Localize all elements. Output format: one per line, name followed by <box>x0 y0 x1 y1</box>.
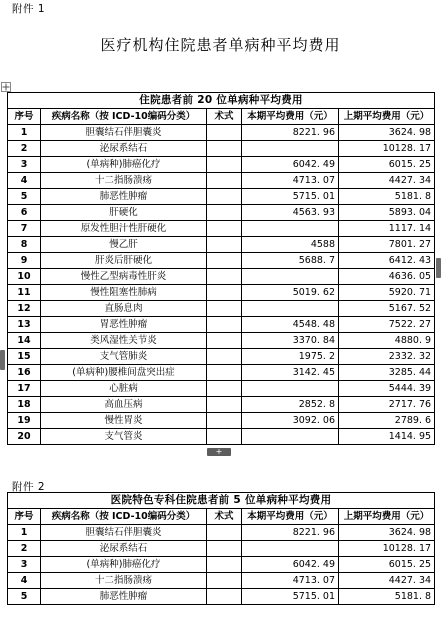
disease-name-cell: 胆囊结石伴胆囊炎 <box>41 125 207 141</box>
current-cost-cell: 4713. 07 <box>242 173 339 189</box>
previous-cost-cell: 6015. 25 <box>339 557 435 573</box>
row-number: 17 <box>8 381 41 397</box>
header-surgery: 术式 <box>207 109 242 125</box>
row-number: 12 <box>8 301 41 317</box>
table-row <box>8 397 435 413</box>
surgery-cell <box>207 189 242 205</box>
surgery-cell <box>207 557 242 573</box>
surgery-cell <box>207 573 242 589</box>
previous-cost-cell: 5181. 8 <box>339 589 435 605</box>
current-cost-cell: 4588 <box>242 237 339 253</box>
table-caption: 住院患者前 20 位单病种平均费用 <box>8 93 435 109</box>
add-row-button[interactable]: + <box>207 448 231 456</box>
current-cost-cell: 1975. 2 <box>242 349 339 365</box>
previous-cost-cell: 4636. 05 <box>339 269 435 285</box>
row-number: 5 <box>8 589 41 605</box>
current-cost-cell <box>242 221 339 237</box>
surgery-cell <box>207 541 242 557</box>
current-cost-cell: 2852. 8 <box>242 397 339 413</box>
table-row <box>8 237 435 253</box>
table-row <box>8 333 435 349</box>
previous-cost-cell: 10128. 17 <box>339 541 435 557</box>
resize-tab-icon[interactable] <box>436 258 441 278</box>
row-number: 10 <box>8 269 41 285</box>
table-row <box>8 557 435 573</box>
table-row <box>8 205 435 221</box>
table-row <box>8 269 435 285</box>
surgery-cell <box>207 333 242 349</box>
surgery-cell <box>207 173 242 189</box>
surgery-cell <box>207 589 242 605</box>
current-cost-cell: 6042. 49 <box>242 157 339 173</box>
row-number: 16 <box>8 365 41 381</box>
table-top20-diseases <box>7 92 435 445</box>
current-cost-cell: 6042. 49 <box>242 557 339 573</box>
disease-name-cell: 慢乙肝 <box>41 237 207 253</box>
surgery-cell <box>207 525 242 541</box>
previous-cost-cell: 5444. 39 <box>339 381 435 397</box>
disease-name-cell: 十二指肠溃疡 <box>41 573 207 589</box>
row-number: 8 <box>8 237 41 253</box>
attachment-label-2: 附件 2 <box>12 481 46 493</box>
disease-name-cell: 泌尿系结石 <box>41 141 207 157</box>
row-number: 18 <box>8 397 41 413</box>
current-cost-cell: 3142. 45 <box>242 365 339 381</box>
header-disease-name: 疾病名称（按 ICD-10编码分类） <box>41 509 207 525</box>
table-specialty-top5 <box>7 492 435 605</box>
document-title: 医疗机构住院患者单病种平均费用 <box>100 36 341 54</box>
table-header-row <box>8 509 435 525</box>
surgery-cell <box>207 125 242 141</box>
table-row <box>8 285 435 301</box>
row-number: 6 <box>8 205 41 221</box>
previous-cost-cell: 1117. 14 <box>339 221 435 237</box>
row-number: 9 <box>8 253 41 269</box>
header-surgery: 术式 <box>207 509 242 525</box>
disease-name-cell: 胆囊结石伴胆囊炎 <box>41 525 207 541</box>
table-row <box>8 317 435 333</box>
row-number: 15 <box>8 349 41 365</box>
current-cost-cell: 4548. 48 <box>242 317 339 333</box>
current-cost-cell: 4713. 07 <box>242 573 339 589</box>
row-number: 3 <box>8 557 41 573</box>
table-row <box>8 253 435 269</box>
previous-cost-cell: 5920. 71 <box>339 285 435 301</box>
disease-name-cell: 胃恶性肿瘤 <box>41 317 207 333</box>
row-number: 1 <box>8 125 41 141</box>
row-number: 4 <box>8 573 41 589</box>
previous-cost-cell: 1414. 95 <box>339 429 435 445</box>
current-cost-cell: 5715. 01 <box>242 589 339 605</box>
disease-name-cell: (单病种)肺癌化疗 <box>41 157 207 173</box>
disease-name-cell: 肝炎后肝硬化 <box>41 253 207 269</box>
table-row <box>8 141 435 157</box>
current-cost-cell <box>242 269 339 285</box>
previous-cost-cell: 10128. 17 <box>339 141 435 157</box>
row-number: 19 <box>8 413 41 429</box>
current-cost-cell <box>242 429 339 445</box>
row-number: 2 <box>8 541 41 557</box>
disease-name-cell: 泌尿系结石 <box>41 541 207 557</box>
surgery-cell <box>207 429 242 445</box>
previous-cost-cell: 3624. 98 <box>339 525 435 541</box>
row-number: 3 <box>8 157 41 173</box>
row-number: 13 <box>8 317 41 333</box>
disease-name-cell: (单病种)肺癌化疗 <box>41 557 207 573</box>
table-header-row <box>8 109 435 125</box>
resize-tab-icon[interactable] <box>0 350 5 370</box>
previous-cost-cell: 2789. 6 <box>339 413 435 429</box>
surgery-cell <box>207 397 242 413</box>
surgery-cell <box>207 157 242 173</box>
surgery-cell <box>207 237 242 253</box>
disease-name-cell: 肺恶性肿瘤 <box>41 589 207 605</box>
table-row <box>8 429 435 445</box>
table-row <box>8 413 435 429</box>
row-number: 7 <box>8 221 41 237</box>
previous-cost-cell: 4880. 9 <box>339 333 435 349</box>
previous-cost-cell: 2332. 32 <box>339 349 435 365</box>
row-number: 20 <box>8 429 41 445</box>
table-row <box>8 365 435 381</box>
attachment-label-1: 附件 1 <box>12 3 46 15</box>
previous-cost-cell: 4427. 34 <box>339 173 435 189</box>
table-caption-row <box>8 93 435 109</box>
disease-name-cell: 心脏病 <box>41 381 207 397</box>
surgery-cell <box>207 253 242 269</box>
surgery-cell <box>207 141 242 157</box>
row-number: 1 <box>8 525 41 541</box>
current-cost-cell <box>242 381 339 397</box>
surgery-cell <box>207 205 242 221</box>
previous-cost-cell: 7801. 27 <box>339 237 435 253</box>
disease-name-cell: 十二指肠溃疡 <box>41 173 207 189</box>
table-row <box>8 589 435 605</box>
disease-name-cell: 支气管肺炎 <box>41 349 207 365</box>
header-previous-cost: 上期平均费用（元） <box>339 509 435 525</box>
current-cost-cell: 8221. 96 <box>242 525 339 541</box>
disease-name-cell: 支气管炎 <box>41 429 207 445</box>
disease-name-cell: 慢性胃炎 <box>41 413 207 429</box>
header-disease-name: 疾病名称（按 ICD-10编码分类） <box>41 109 207 125</box>
disease-name-cell: (单病种)腰椎间盘突出症 <box>41 365 207 381</box>
surgery-cell <box>207 317 242 333</box>
current-cost-cell <box>242 141 339 157</box>
previous-cost-cell: 5181. 8 <box>339 189 435 205</box>
previous-cost-cell: 4427. 34 <box>339 573 435 589</box>
row-number: 4 <box>8 173 41 189</box>
previous-cost-cell: 2717. 76 <box>339 397 435 413</box>
header-no: 序号 <box>8 109 41 125</box>
surgery-cell <box>207 301 242 317</box>
previous-cost-cell: 3624. 98 <box>339 125 435 141</box>
table-move-handle-icon[interactable] <box>1 82 11 92</box>
table-caption: 医院特色专科住院患者前 5 位单病种平均费用 <box>8 493 435 509</box>
previous-cost-cell: 5893. 04 <box>339 205 435 221</box>
table-row <box>8 189 435 205</box>
current-cost-cell: 3092. 06 <box>242 413 339 429</box>
table-row <box>8 301 435 317</box>
surgery-cell <box>207 365 242 381</box>
surgery-cell <box>207 285 242 301</box>
current-cost-cell <box>242 301 339 317</box>
table-row <box>8 221 435 237</box>
row-number: 5 <box>8 189 41 205</box>
previous-cost-cell: 6412. 43 <box>339 253 435 269</box>
disease-name-cell: 类风湿性关节炎 <box>41 333 207 349</box>
previous-cost-cell: 7522. 27 <box>339 317 435 333</box>
row-number: 2 <box>8 141 41 157</box>
previous-cost-cell: 6015. 25 <box>339 157 435 173</box>
current-cost-cell <box>242 541 339 557</box>
disease-name-cell: 高血压病 <box>41 397 207 413</box>
header-no: 序号 <box>8 509 41 525</box>
surgery-cell <box>207 221 242 237</box>
current-cost-cell: 8221. 96 <box>242 125 339 141</box>
header-current-cost: 本期平均费用（元） <box>242 509 339 525</box>
table-row <box>8 381 435 397</box>
disease-name-cell: 原发性胆汁性肝硬化 <box>41 221 207 237</box>
current-cost-cell: 5688. 7 <box>242 253 339 269</box>
table-caption-row <box>8 493 435 509</box>
table-row <box>8 573 435 589</box>
disease-name-cell: 肝硬化 <box>41 205 207 221</box>
current-cost-cell: 5019. 62 <box>242 285 339 301</box>
surgery-cell <box>207 269 242 285</box>
table-row <box>8 541 435 557</box>
surgery-cell <box>207 381 242 397</box>
table-row <box>8 125 435 141</box>
surgery-cell <box>207 349 242 365</box>
table-row <box>8 349 435 365</box>
current-cost-cell: 5715. 01 <box>242 189 339 205</box>
table-row <box>8 157 435 173</box>
disease-name-cell: 慢性阻塞性肺病 <box>41 285 207 301</box>
current-cost-cell: 3370. 84 <box>242 333 339 349</box>
row-number: 14 <box>8 333 41 349</box>
table-row <box>8 173 435 189</box>
previous-cost-cell: 3285. 44 <box>339 365 435 381</box>
disease-name-cell: 直肠息肉 <box>41 301 207 317</box>
disease-name-cell: 慢性乙型病毒性肝炎 <box>41 269 207 285</box>
header-previous-cost: 上期平均费用（元） <box>339 109 435 125</box>
disease-name-cell: 肺恶性肿瘤 <box>41 189 207 205</box>
header-current-cost: 本期平均费用（元） <box>242 109 339 125</box>
surgery-cell <box>207 413 242 429</box>
current-cost-cell: 4563. 93 <box>242 205 339 221</box>
previous-cost-cell: 5167. 52 <box>339 301 435 317</box>
row-number: 11 <box>8 285 41 301</box>
table-row <box>8 525 435 541</box>
